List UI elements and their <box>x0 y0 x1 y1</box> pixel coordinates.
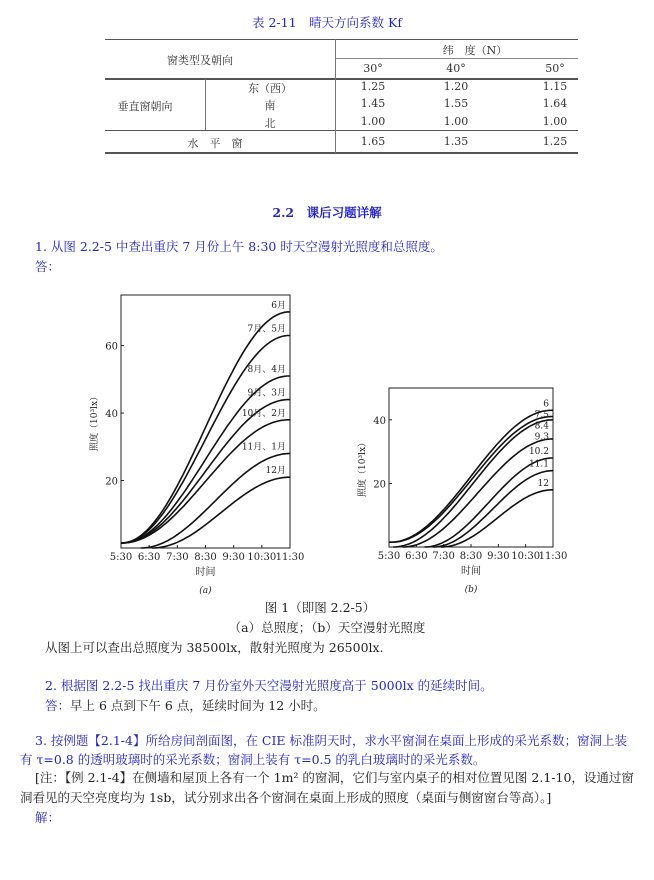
series-label: 9月、3月 <box>247 388 286 399</box>
q3-note2: 洞看见的天空亮度均为 1sb，试分别求出各个窗洞在桌面上形成的照度（桌面与侧窗窗台等高）。] <box>20 790 552 805</box>
x-tick-label: 5:30 <box>109 552 133 563</box>
header-latitude: 纬 度（N） <box>442 44 508 57</box>
q1-result: 从图上可以查出总照度为 38500lx，散射光照度为 26500lx. <box>45 640 384 655</box>
y-axis-label: 照度（10³lx） <box>90 391 100 452</box>
panel-label: (a) <box>199 586 212 596</box>
q1-answer-label: 答： <box>35 259 61 274</box>
chart-a <box>88 295 304 596</box>
cell: 1.45 <box>360 97 386 110</box>
series-label: 9.3 <box>534 432 549 443</box>
chart-b <box>356 388 567 595</box>
panel-label: (b) <box>464 585 478 595</box>
cell: 1.35 <box>443 135 469 148</box>
cell: 1.15 <box>542 80 568 93</box>
x-tick-label: 10:30 <box>247 552 277 563</box>
series-label: 10.2 <box>528 447 549 457</box>
q2-question: 2. 根据图 2.2-5 找出重庆 7 月份室外天空漫射光照度高于 5000lx 的延续时间。 <box>45 678 493 693</box>
section-heading: 2.2 课后习题详解 <box>272 205 382 220</box>
x-axis-label: 时间 <box>195 567 216 578</box>
series-label: 12 <box>537 478 549 489</box>
series-label: 6 <box>543 399 549 410</box>
cell: 1.25 <box>360 80 386 93</box>
x-tick-label: 8:30 <box>459 551 483 562</box>
x-tick-label: 7:30 <box>166 552 189 563</box>
cell: 1.25 <box>542 135 568 148</box>
series-label: 11月、1月 <box>241 442 286 453</box>
x-tick-label: 8:30 <box>194 552 217 563</box>
x-tick-label: 11:30 <box>538 551 568 562</box>
series-line <box>433 471 553 547</box>
series-label: 7.5 <box>534 410 549 421</box>
series-label: 11.1 <box>528 459 549 470</box>
cell: 1.65 <box>360 135 386 148</box>
series-line <box>425 458 554 547</box>
cell: 1.00 <box>360 115 386 128</box>
x-tick-label: 10:30 <box>511 551 541 562</box>
q3-line1: 3. 按例题【2.1-4】所给房间剖面图，在 CIE 标准阴天时，求水平窗洞在桌面上形成的采光系数；窗洞上装 <box>35 733 628 748</box>
series-label: 7月、5月 <box>247 324 286 335</box>
y-tick-label: 20 <box>373 479 386 491</box>
x-axis-label: 时间 <box>461 566 481 577</box>
q2-answer-text: 早上 6 点到下午 6 点，延续时间为 12 小时。 <box>70 698 326 713</box>
x-tick-label: 7:30 <box>432 551 455 562</box>
series-label: 6月 <box>271 300 286 311</box>
y-tick-label: 60 <box>105 341 118 353</box>
x-tick-label: 9:30 <box>222 552 245 563</box>
x-tick-label: 11:30 <box>275 552 305 563</box>
figure-subcaption: （a）总照度；（b）天空漫射光照度 <box>228 620 426 635</box>
header-left: 窗类型及朝向 <box>167 54 233 67</box>
q2-answer-label: 答： <box>45 698 71 713</box>
cell: 1.00 <box>542 115 568 128</box>
row-label: 南 <box>264 99 276 112</box>
q3-line2: 有 τ=0.8 的透明玻璃时的采光系数；窗洞上装有 τ=0.5 的乳白玻璃时的采光系数。 <box>20 752 486 767</box>
series-label: 8月、4月 <box>247 365 286 375</box>
cell: 1.20 <box>443 80 469 93</box>
series-label: 8.4 <box>534 421 549 432</box>
q3-note1: [注：【例 2.1-4】在侧墙和屋顶上各有一个 1m² 的窗洞，它们与室内桌子的相对位置见图 2.1-10，设通过窗 <box>35 770 634 785</box>
q3-answer-label: 解： <box>35 810 61 825</box>
q1-question: 1. 从图 2.2-5 中查出重庆 7 月份上午 8:30 时天空漫射光照度和总照度。 <box>35 239 443 254</box>
cell: 1.55 <box>443 97 469 110</box>
row-label: 东（西） <box>248 82 292 95</box>
header-50: 50° <box>545 62 565 75</box>
group-vertical: 垂直窗朝向 <box>117 100 173 113</box>
figure-caption: 图 1（即图 2.2-5） <box>264 600 376 615</box>
y-tick-label: 20 <box>105 476 118 488</box>
x-tick-label: 5:30 <box>377 551 401 562</box>
header-40: 40° <box>446 62 466 75</box>
series-label: 10月、2月 <box>241 408 286 419</box>
header-30: 30° <box>363 62 383 75</box>
y-tick-label: 40 <box>373 415 386 427</box>
q2-answer <box>45 696 326 714</box>
x-tick-label: 9:30 <box>487 551 510 562</box>
table-title: 表 2-11 晴天方向系数 Kf <box>252 15 402 30</box>
x-tick-label: 6:30 <box>137 552 161 563</box>
y-axis-label: 照度（10³lx） <box>358 437 368 498</box>
series-label: 12月 <box>265 466 286 477</box>
series-line <box>389 410 553 542</box>
row-horizontal-label: 水 平 窗 <box>187 137 243 150</box>
y-tick-label: 40 <box>105 409 118 421</box>
row-label: 北 <box>264 117 276 130</box>
x-tick-label: 6:30 <box>405 551 428 562</box>
series-line <box>390 417 553 543</box>
cell: 1.64 <box>542 97 568 110</box>
cell: 1.00 <box>443 115 469 128</box>
